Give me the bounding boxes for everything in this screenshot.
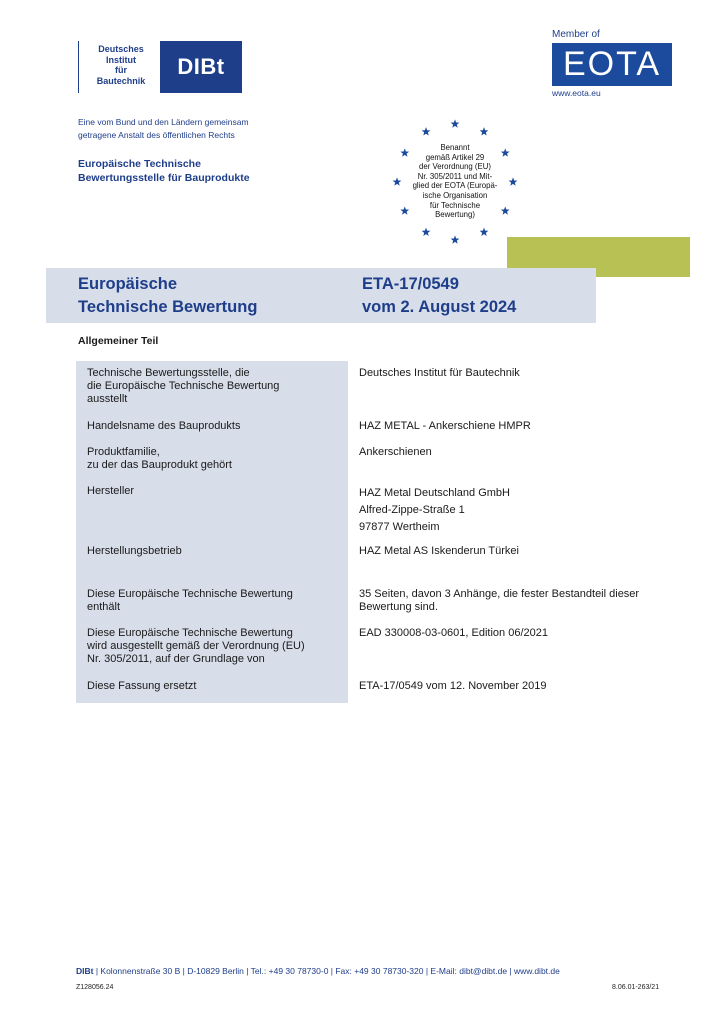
- document-code: Z128056.24: [76, 984, 114, 991]
- footer-line: | Kolonnenstraße 30 B | D-10829 Berlin | Tel.: +49 30 78730-0 | Fax: +49 30 78730-320 | E-Mail: dibt@dibt.de | www.dibt.de: [93, 966, 560, 976]
- value-line: HAZ METAL - Ankerschiene HMPR: [359, 420, 531, 432]
- row-value: [359, 680, 689, 693]
- footer-contact: [76, 966, 560, 976]
- star-icon: [422, 228, 431, 236]
- value-line: Alfred-Zippe-Straße 1: [359, 504, 465, 516]
- row-value: [359, 485, 689, 536]
- document-title: [78, 273, 257, 319]
- label-line: ausstellt: [87, 393, 128, 405]
- star-icon: [422, 127, 431, 135]
- text-line: Eine vom Bund und den Ländern gemeinsam: [78, 117, 249, 127]
- label-line: Diese Europäische Technische Bewertung: [87, 627, 293, 639]
- row-value: [359, 627, 689, 640]
- logo-line: Deutsches: [98, 44, 144, 54]
- row-label: [87, 485, 342, 498]
- eota-url: www.eota.eu: [552, 88, 601, 98]
- logo-line: Institut: [106, 54, 136, 65]
- row-label: [87, 420, 342, 433]
- title-line: Europäische: [78, 275, 178, 293]
- seal-line: Benannt: [440, 143, 470, 152]
- label-line: Handelsname des Bauprodukts: [87, 420, 241, 432]
- row-value: [359, 446, 689, 459]
- value-line: 35 Seiten, davon 3 Anhänge, die fester Bestandteil dieser: [359, 588, 640, 600]
- logo-divider: [78, 41, 79, 93]
- star-icon: [451, 119, 460, 127]
- value-line: HAZ Metal AS Iskenderun Türkei: [359, 545, 519, 557]
- value-line: Deutsches Institut für Bautechnik: [359, 367, 520, 379]
- value-line: Ankerschienen: [359, 446, 432, 458]
- row-value: [359, 545, 689, 558]
- row-label: [87, 627, 342, 666]
- seal-line: glied der EOTA (Europä-: [412, 181, 498, 191]
- footer-brand: DIBt: [76, 966, 94, 976]
- seal-line: ische Organisation: [422, 190, 488, 200]
- label-line: zu der das Bauprodukt gehört: [87, 459, 232, 471]
- dibt-logo-name: [86, 44, 156, 86]
- seal-line: gemäß Artikel 29: [425, 152, 485, 162]
- label-line: Technische Bewertungsstelle, die: [87, 367, 250, 379]
- seal-line: Nr. 305/2011 und Mit-: [417, 171, 493, 181]
- institution-description: [78, 116, 249, 142]
- value-line: HAZ Metal Deutschland GmbH: [359, 487, 510, 499]
- label-line: Nr. 305/2011, auf der Grundlage von: [87, 653, 265, 665]
- title-line: ETA-17/0549: [362, 275, 459, 293]
- label-line: wird ausgestellt gemäß der Verordnung (EU): [87, 640, 305, 652]
- member-of-label: Member of: [552, 29, 600, 40]
- row-label: [87, 588, 342, 614]
- value-line: Bewertung sind.: [359, 601, 438, 613]
- label-line: Diese Fassung ersetzt: [87, 680, 197, 692]
- star-icon: [480, 228, 489, 236]
- title-line: vom 2. August 2024: [362, 298, 517, 316]
- reference-code: 8.06.01-263/21: [612, 984, 660, 991]
- section-heading: Allgemeiner Teil: [78, 335, 159, 347]
- logo-line: für: [115, 65, 127, 75]
- logo-line: Bautechnik: [96, 75, 146, 86]
- seal-line: der Verordnung (EU): [419, 162, 491, 172]
- row-label: [87, 367, 342, 406]
- text-line: Bewertungsstelle für Bauprodukte: [78, 172, 250, 184]
- eota-logo: EOTA: [552, 43, 672, 86]
- star-icon: [451, 235, 460, 243]
- label-line: enthält: [87, 601, 121, 613]
- label-line: die Europäische Technische Bewertung: [87, 380, 280, 392]
- star-icon: [480, 127, 489, 135]
- label-line: Herstellungsbetrieb: [87, 545, 182, 557]
- value-line: 97877 Wertheim: [359, 521, 440, 533]
- value-line: ETA-17/0549 vom 12. November 2019: [359, 680, 547, 692]
- row-label: [87, 680, 342, 693]
- eta-number: [362, 273, 516, 319]
- seal-line: Bewertung): [435, 210, 475, 220]
- title-line: Technische Bewertung: [78, 298, 258, 316]
- row-value: [359, 367, 689, 380]
- row-label: [87, 446, 342, 472]
- label-line: Hersteller: [87, 485, 135, 497]
- row-value: [359, 420, 689, 433]
- assessment-body: [78, 157, 250, 185]
- row-value: [359, 588, 689, 614]
- dibt-logo: DIBt: [160, 41, 242, 93]
- value-line: EAD 330008-03-0601, Edition 06/2021: [359, 627, 548, 639]
- text-line: Europäische Technische: [78, 158, 201, 170]
- notified-body-seal: [396, 143, 514, 220]
- label-line: Produktfamilie,: [87, 446, 160, 458]
- text-line: getragene Anstalt des öffentlichen Rechts: [78, 130, 235, 140]
- seal-line: für Technische: [429, 200, 481, 210]
- row-label: [87, 545, 342, 558]
- label-line: Diese Europäische Technische Bewertung: [87, 588, 293, 600]
